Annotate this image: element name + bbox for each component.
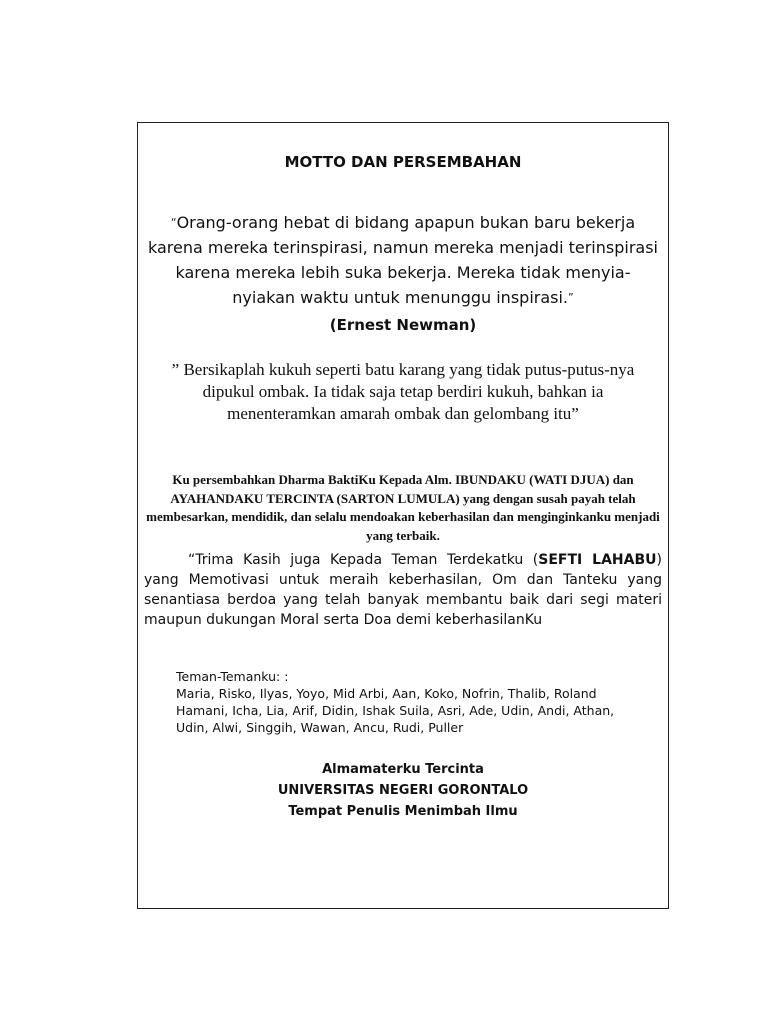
page-title: MOTTO DAN PERSEMBAHAN [284,153,522,171]
quote-karang: ” Bersikaplah kukuh seperti batu karang yang tidak putus-putus-nya dipukul ombak. Ia tidak saja tetap berdiri kukuh, bahkan ia menenteramkan amarah ombak dan gelombang itu” [171,360,635,423]
friends-line: Udin, Alwi, Singgih, Wawan, Ancu, Rudi, Puller [176,720,464,735]
friends-label: Teman-Temanku: : [176,669,289,684]
friends-line: Hamani, Icha, Lia, Arif, Didin, Ishak Suila, Asri, Ade, Udin, Andi, Athan, [176,703,615,718]
thanks-name: SEFTI LAHABU [538,552,657,568]
closing-line: UNIVERSITAS NEGERI GORONTALO [277,783,529,798]
quote-newman: “Orang-orang hebat di bidang apapun bukan baru bekerja karena mereka terinspirasi, namun mereka menjadi terinspirasi karena mereka lebih suka bekerja. Mereka tidak menyia-nyiakan waktu untuk menunggu inspirasi.” [148,213,658,307]
dedication: Ku persembahkan Dharma BaktiKu Kepada Alm. IBUNDAKU (WATI DJUA) dan AYAHANDAKU TERCINTA (SARTON LUMULA) yang dengan susah payah telah membesarkan, mendidik, dan selalu mendoakan keberhasilan dan menginginkanku menjadi yang terbaik. [146,472,660,543]
friends-line: Maria, Risko, Ilyas, Yoyo, Mid Arbi, Aan, Koko, Nofrin, Thalib, Roland [176,686,597,701]
quote-author: (Ernest Newman) [329,316,477,334]
closing-line: Tempat Penulis Menimbah Ilmu [288,804,518,819]
thanks-paragraph: “Trima Kasih juga Kepada Teman Terdekatku (SEFTI LAHABU) yang Memotivasi untuk meraih keberhasilan, Om dan Tanteku yang senantiasa berdoa yang telah banyak membantu baik dari segi materi maupun dukungan Moral serta Doa demi keberhasilanKu [144,552,662,628]
closing-line: Almamaterku Tercinta [322,762,484,777]
closing [138,759,668,822]
friends-list [176,668,680,736]
document-page [137,122,669,909]
